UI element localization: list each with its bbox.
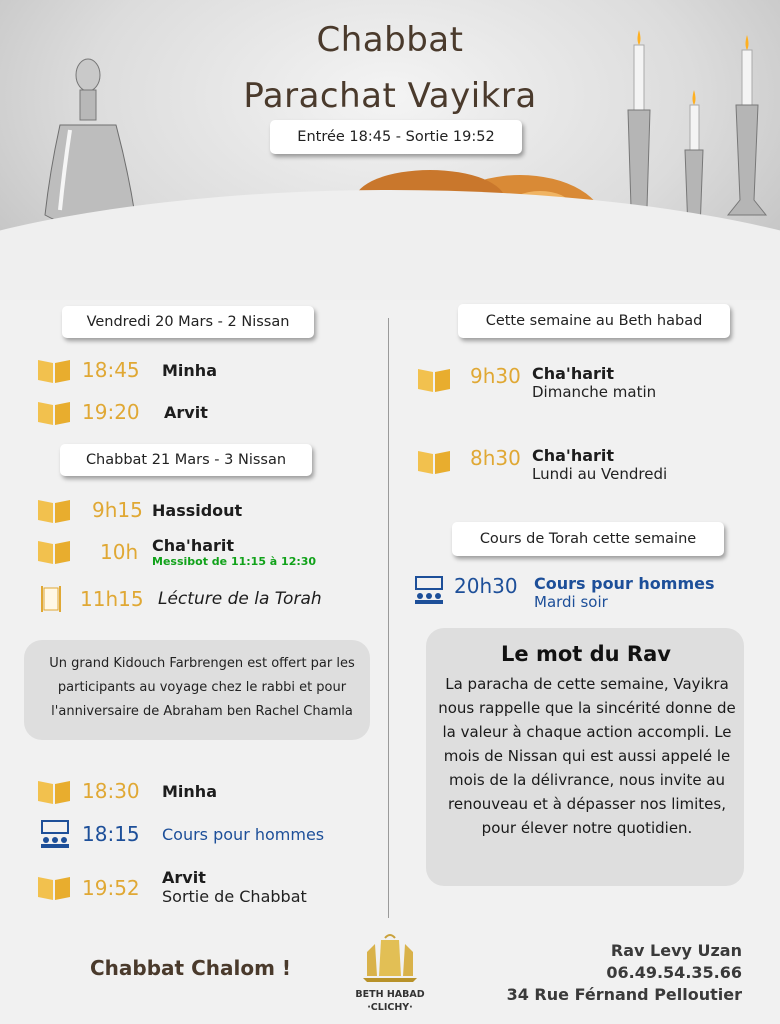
- book-icon: [36, 872, 72, 902]
- schedule-time: 8h30: [470, 446, 521, 470]
- list-item: [36, 397, 208, 427]
- book-icon: [416, 446, 452, 476]
- logo-city: ·CLICHY·: [367, 1002, 413, 1013]
- logo-caption: [340, 988, 440, 1014]
- rav-name: Rav Levy Uzan: [610, 941, 742, 960]
- list-item: [36, 584, 322, 614]
- schedule-label: Arvit: [164, 402, 208, 422]
- kidouch-announcement: Un grand Kidouch Farbrengen est offert par les participants au voyage chez le rabbi et pour l'anniversaire de Abraham ben Rachel Chamla: [49, 656, 355, 719]
- schedule-label: Hassidout: [152, 500, 243, 520]
- list-item: [36, 355, 217, 385]
- schedule-time: 20h30: [454, 574, 518, 598]
- schedule-sublabel: Dimanche matin: [532, 383, 657, 401]
- page-subtitle: Parachat Vayikra: [243, 76, 537, 116]
- list-item: [416, 446, 667, 483]
- schedule-label: Cha'harit: [152, 536, 235, 555]
- schedule-label: Cha'harit: [532, 446, 615, 465]
- schedule-sublabel: Lundi au Vendredi: [532, 465, 668, 483]
- rav-word-text: La paracha de cette semaine, Vayikra nous rappelle que la sincérité donne de la valeur à chaque action accompli. Le mois de Nissan qui est aussi appelé le mois de la délivrance, nous invite au renouveau et à dépasser nos limites, pour élever notre quotidien.: [438, 675, 736, 837]
- book-icon: [36, 536, 72, 566]
- friday-header: Vendredi 20 Mars - 2 Nissan: [62, 306, 314, 338]
- list-item: [36, 818, 324, 850]
- book-icon: [416, 364, 452, 394]
- schedule-time: 10h: [100, 540, 139, 564]
- page-title: Chabbat: [316, 20, 464, 60]
- list-item: [36, 868, 307, 906]
- phone-number: 06.49.54.35.66: [606, 963, 742, 982]
- list-item: [36, 536, 316, 568]
- schedule-sublabel: Mardi soir: [534, 593, 608, 611]
- schedule-time: 19:52: [82, 876, 140, 900]
- shabbat-times-badge: Entrée 18:45 - Sortie 19:52: [270, 120, 522, 154]
- contact-block: [507, 940, 742, 1006]
- class-icon: [36, 818, 74, 850]
- schedule-time: 18:45: [82, 358, 140, 382]
- schedule-label: Minha: [162, 781, 217, 801]
- schedule-time: 9h15: [92, 498, 143, 522]
- beth-habad-logo: [355, 934, 425, 984]
- list-item: [410, 574, 715, 611]
- schedule-time: 9h30: [470, 364, 521, 388]
- schedule-time: 18:15: [82, 822, 140, 846]
- courses-header: Cours de Torah cette semaine: [452, 522, 724, 556]
- book-icon: [36, 397, 72, 427]
- schedule-label: Minha: [162, 360, 217, 380]
- schedule-label: Cours pour hommes: [162, 824, 325, 844]
- week-header: Cette semaine au Beth habad: [458, 304, 730, 338]
- book-icon: [36, 355, 72, 385]
- schedule-label: Arvit: [162, 868, 206, 887]
- list-item: [36, 495, 242, 525]
- book-icon: [36, 495, 72, 525]
- class-icon: [410, 574, 448, 606]
- schedule-label: Cha'harit: [532, 364, 615, 383]
- torah-scroll-icon: [36, 584, 66, 614]
- rav-word-title: Le mot du Rav: [501, 642, 671, 666]
- list-item: [36, 776, 217, 806]
- address: 34 Rue Férnand Pelloutier: [506, 985, 742, 1004]
- schedule-time: 19:20: [82, 400, 140, 424]
- list-item: [416, 364, 656, 401]
- book-icon: [36, 776, 72, 806]
- logo-name: BETH HABAD: [355, 989, 425, 1000]
- schedule-label: Cours pour hommes: [534, 574, 715, 593]
- column-divider: [388, 318, 389, 918]
- shabbat-chalom-greeting: Chabbat Chalom !: [90, 956, 291, 980]
- schedule-sublabel: Sortie de Chabbat: [162, 887, 307, 906]
- schedule-note: Messibot de 11:15 à 12:30: [152, 555, 317, 568]
- shabbat-header: Chabbat 21 Mars - 3 Nissan: [60, 444, 312, 476]
- schedule-time: 11h15: [80, 587, 144, 611]
- schedule-label: Lécture de la Torah: [158, 589, 322, 609]
- schedule-time: 18:30: [82, 779, 140, 803]
